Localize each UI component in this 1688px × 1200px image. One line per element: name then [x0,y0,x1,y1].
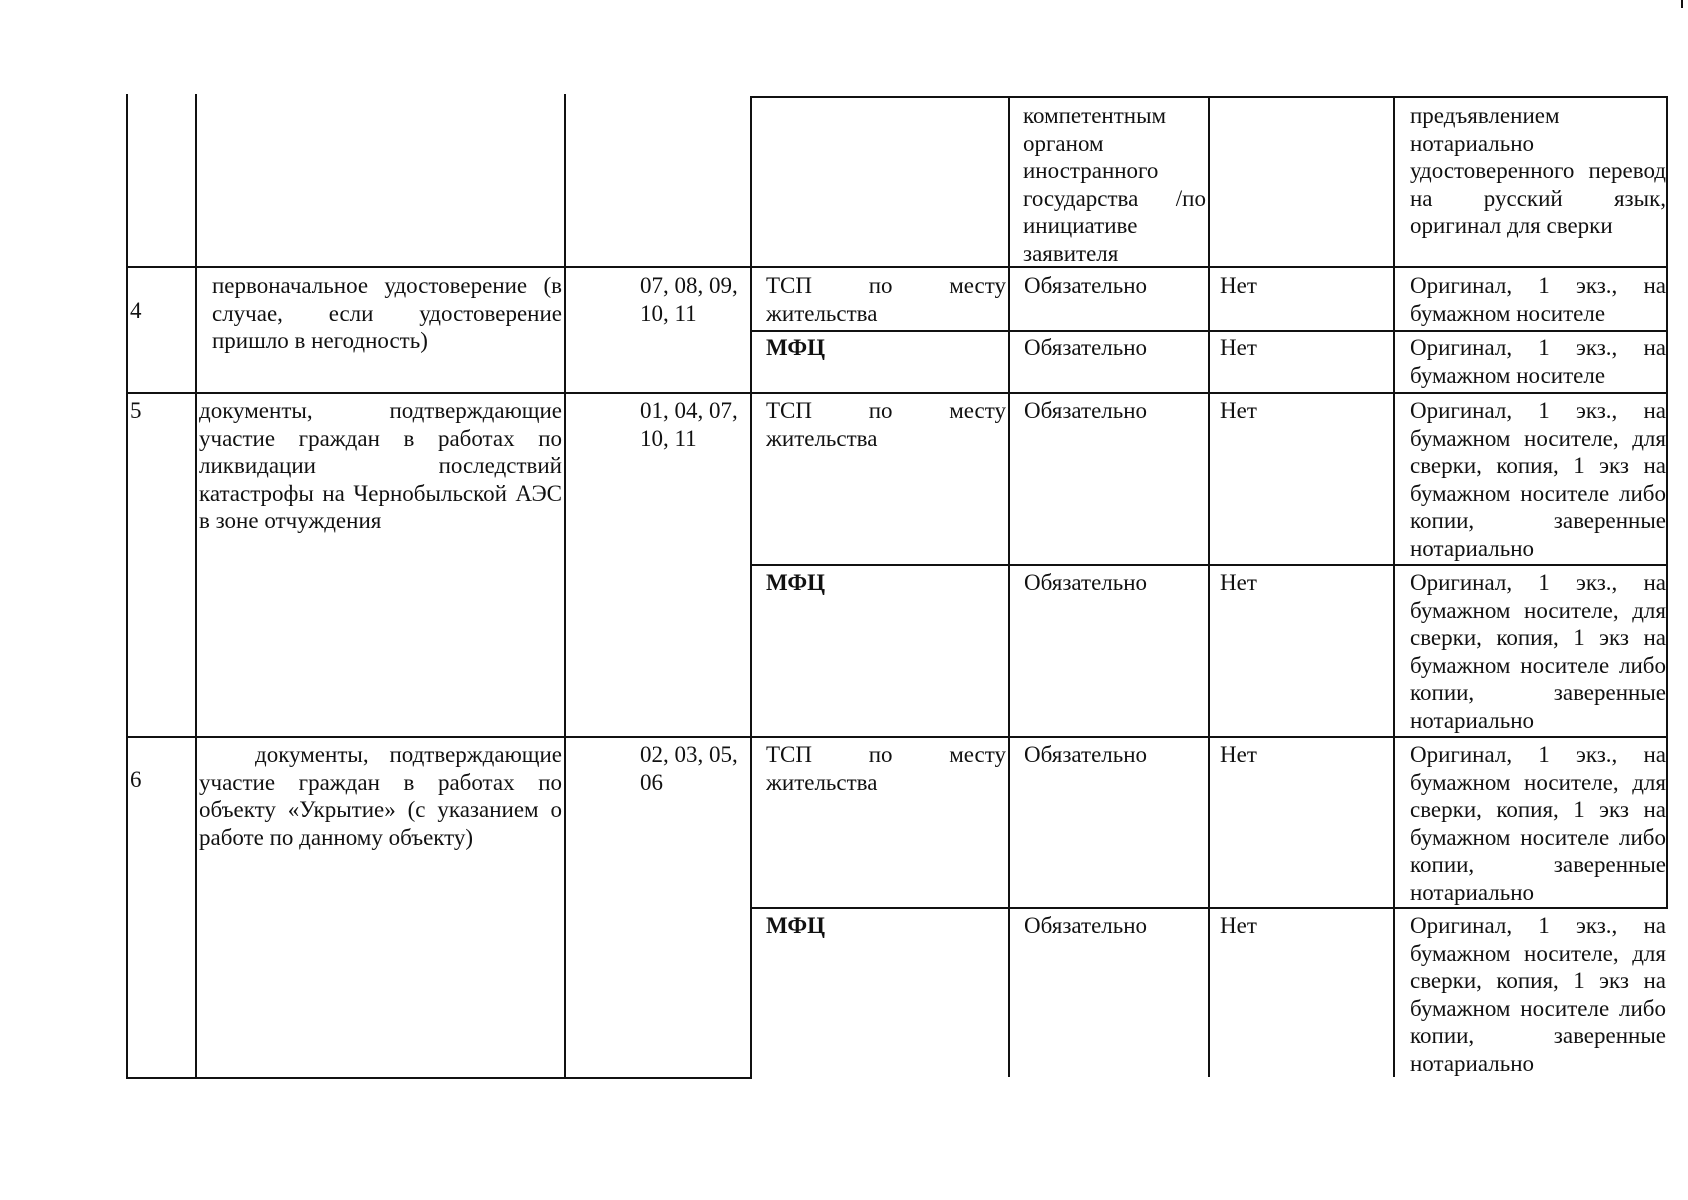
requirement: Обязательно [1024,913,1148,938]
place-tsp: ТСП по месту жительства [766,273,1006,326]
place-mfc: МФЦ [766,335,826,360]
document-form: Оригинал, 1 экз., на бумажном носителе [1410,273,1666,326]
row-number: 4 [130,298,142,323]
scan-mark [1681,0,1683,8]
cell-form-continued: предъявлением нотариально удостоверенного перевод на русский язык, оригинал для сверки [1410,103,1666,238]
code-list: 01, 04, 07, 10, 11 [640,398,738,451]
place-mfc: МФЦ [766,913,826,938]
place-mfc: МФЦ [766,570,826,595]
code-list: 07, 08, 09, 10, 11 [640,273,738,326]
document-form: Оригинал, 1 экз., на бумажном носителе, для сверки, копия, 1 экз на бумажном носителе либо копии, заверенные нотариально [1410,742,1666,905]
document-form: Оригинал, 1 экз., на бумажном носителе [1410,335,1666,388]
flag: Нет [1220,273,1257,298]
code-list: 02, 03, 05, 06 [640,742,738,795]
flag: Нет [1220,913,1257,938]
document-form: Оригинал, 1 экз., на бумажном носителе, для сверки, копия, 1 экз на бумажном носителе либо копии, заверенные нотариально [1410,913,1666,1076]
place-tsp: ТСП по месту жительства [766,742,1006,795]
requirement: Обязательно [1024,273,1148,298]
flag: Нет [1220,398,1257,423]
flag: Нет [1220,742,1257,767]
document-form: Оригинал, 1 экз., на бумажном носителе, для сверки, копия, 1 экз на бумажном носителе либо копии, заверенные нотариально [1410,570,1666,733]
document-form: Оригинал, 1 экз., на бумажном носителе, для сверки, копия, 1 экз на бумажном носителе либо копии, заверенные нотариально [1410,398,1666,561]
cell-requirement-continued: компетентным органом иностранного государства /по инициативе заявителя [1023,103,1206,266]
requirement: Обязательно [1024,570,1148,595]
flag: Нет [1220,335,1257,360]
place-tsp: ТСП по месту жительства [766,398,1006,451]
document-name: первоначальное удостоверение (в случае, если удостоверение пришло в негодность) [212,273,562,353]
requirement: Обязательно [1024,742,1148,767]
flag: Нет [1220,570,1257,595]
requirement: Обязательно [1024,335,1148,360]
document-name: документы, подтверждающие участие граждан в работах по ликвидации последствий катастрофы на Чернобыльской АЭС в зоне отчуждения [199,398,562,533]
row-number: 5 [130,398,142,423]
row-number: 6 [130,767,142,792]
document-name: документы, подтверждающие участие граждан в работах по объекту «Укрытие» (с указанием о работе по данному объекту) [199,742,562,850]
requirement: Обязательно [1024,398,1148,423]
